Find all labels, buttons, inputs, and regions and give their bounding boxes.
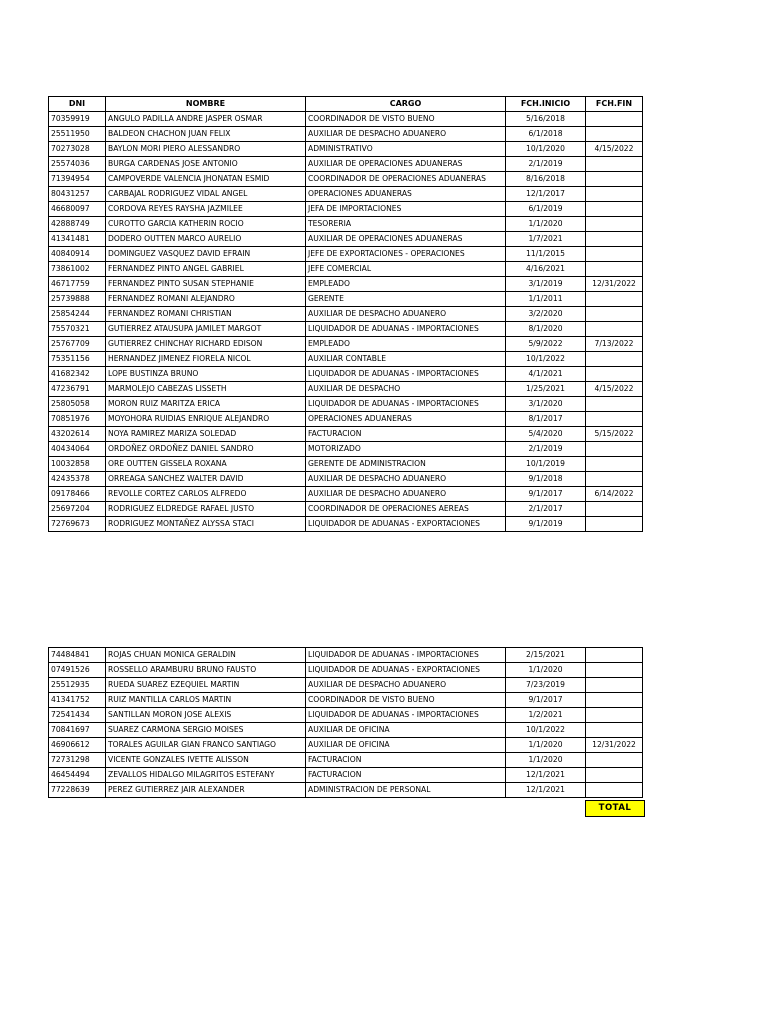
fch-inicio-cell: 9/1/2017 (506, 487, 586, 502)
cargo-cell: LIQUIDADOR DE ADUANAS - IMPORTACIONES (306, 648, 506, 663)
table-row (49, 232, 643, 247)
fch-fin-cell (586, 292, 643, 307)
cargo-cell: MOTORIZADO (306, 442, 506, 457)
dni-cell: 77228639 (49, 783, 106, 798)
nombre-cell: ORDOÑEZ ORDOÑEZ DANIEL SANDRO (106, 442, 306, 457)
table-row (49, 352, 643, 367)
cargo-cell: COORDINADOR DE VISTO BUENO (306, 112, 506, 127)
nombre-cell: LOPE BUSTINZA BRUNO (106, 367, 306, 382)
dni-cell: 72541434 (49, 708, 106, 723)
cargo-cell: FACTURACION (306, 753, 506, 768)
fch-fin-cell (586, 753, 643, 768)
table-row (49, 202, 643, 217)
fch-fin-cell (586, 247, 643, 262)
fch-inicio-cell: 3/1/2020 (506, 397, 586, 412)
nombre-cell: CAMPOVERDE VALENCIA JHONATAN ESMID (106, 172, 306, 187)
nombre-cell: MOYOHORA RUIDIAS ENRIQUE ALEJANDRO (106, 412, 306, 427)
dni-cell: 09178466 (49, 487, 106, 502)
fch-inicio-cell: 2/1/2019 (506, 442, 586, 457)
fch-inicio-cell: 10/1/2019 (506, 457, 586, 472)
nombre-cell: DOMINGUEZ VASQUEZ DAVID EFRAIN (106, 247, 306, 262)
cargo-cell: EMPLEADO (306, 277, 506, 292)
dni-cell: 70841697 (49, 723, 106, 738)
dni-cell: 25805058 (49, 397, 106, 412)
nombre-cell: ZEVALLOS HIDALGO MILAGRITOS ESTEFANY (106, 768, 306, 783)
fch-inicio-cell: 8/16/2018 (506, 172, 586, 187)
dni-cell: 41341752 (49, 693, 106, 708)
header-fch-inicio: FCH.INICIO (506, 97, 586, 112)
table-row (49, 738, 643, 753)
dni-cell: 73861002 (49, 262, 106, 277)
dni-cell: 25511950 (49, 127, 106, 142)
fch-fin-cell (586, 232, 643, 247)
table-row (49, 157, 643, 172)
nombre-cell: VICENTE GONZALES IVETTE ALISSON (106, 753, 306, 768)
fch-inicio-cell: 4/1/2021 (506, 367, 586, 382)
fch-inicio-cell: 2/1/2019 (506, 157, 586, 172)
dni-cell: 74484841 (49, 648, 106, 663)
table-row (49, 768, 643, 783)
nombre-cell: FERNANDEZ PINTO SUSAN STEPHANIE (106, 277, 306, 292)
dni-cell: 75570321 (49, 322, 106, 337)
nombre-cell: MORON RUIZ MARITZA ERICA (106, 397, 306, 412)
fch-fin-cell: 12/31/2022 (586, 738, 643, 753)
fch-inicio-cell: 2/1/2017 (506, 502, 586, 517)
table-row (49, 472, 643, 487)
fch-fin-cell: 4/15/2022 (586, 142, 643, 157)
cargo-cell: JEFA DE IMPORTACIONES (306, 202, 506, 217)
table-row (49, 708, 643, 723)
dni-cell: 41682342 (49, 367, 106, 382)
nombre-cell: MARMOLEJO CABEZAS LISSETH (106, 382, 306, 397)
fch-inicio-cell: 4/16/2021 (506, 262, 586, 277)
cargo-cell: AUXILIAR DE DESPACHO ADUANERO (306, 307, 506, 322)
fch-fin-cell (586, 502, 643, 517)
fch-fin-cell (586, 187, 643, 202)
dni-cell: 46454494 (49, 768, 106, 783)
table-2-body (49, 648, 643, 798)
dni-cell: 07491526 (49, 663, 106, 678)
nombre-cell: FERNANDEZ ROMANI CHRISTIAN (106, 307, 306, 322)
cargo-cell: LIQUIDADOR DE ADUANAS - IMPORTACIONES (306, 708, 506, 723)
fch-fin-cell: 7/13/2022 (586, 337, 643, 352)
nombre-cell: ANGULO PADILLA ANDRE JASPER OSMAR (106, 112, 306, 127)
cargo-cell: ADMINISTRACION DE PERSONAL (306, 783, 506, 798)
cargo-cell: AUXILIAR CONTABLE (306, 352, 506, 367)
cargo-cell: AUXILIAR DE DESPACHO ADUANERO (306, 678, 506, 693)
cargo-cell: AUXILIAR DE OPERACIONES ADUANERAS (306, 157, 506, 172)
nombre-cell: CORDOVA REYES RAYSHA JAZMILEE (106, 202, 306, 217)
header-dni: DNI (49, 97, 106, 112)
table-row (49, 663, 643, 678)
fch-inicio-cell: 1/1/2020 (506, 663, 586, 678)
cargo-cell: LIQUIDADOR DE ADUANAS - EXPORTACIONES (306, 517, 506, 532)
employee-table-2 (48, 647, 643, 798)
table-row (49, 397, 643, 412)
cargo-cell: ADMINISTRATIVO (306, 142, 506, 157)
cargo-cell: OPERACIONES ADUANERAS (306, 412, 506, 427)
dni-cell: 25697204 (49, 502, 106, 517)
table-row (49, 292, 643, 307)
fch-inicio-cell: 10/1/2022 (506, 723, 586, 738)
cargo-cell: LIQUIDADOR DE ADUANAS - EXPORTACIONES (306, 663, 506, 678)
nombre-cell: ROSSELLO ARAMBURU BRUNO FAUSTO (106, 663, 306, 678)
fch-inicio-cell: 8/1/2020 (506, 322, 586, 337)
table-row (49, 457, 643, 472)
fch-fin-cell (586, 172, 643, 187)
cargo-cell: AUXILIAR DE OFICINA (306, 723, 506, 738)
cargo-cell: LIQUIDADOR DE ADUANAS - IMPORTACIONES (306, 397, 506, 412)
dni-cell: 72731298 (49, 753, 106, 768)
nombre-cell: SANTILLAN MORON JOSE ALEXIS (106, 708, 306, 723)
fch-fin-cell (586, 457, 643, 472)
header-cargo: CARGO (306, 97, 506, 112)
fch-inicio-cell: 10/1/2020 (506, 142, 586, 157)
header-nombre: NOMBRE (106, 97, 306, 112)
header-row (49, 97, 643, 112)
nombre-cell: ORE OUTTEN GISSELA ROXANA (106, 457, 306, 472)
fch-inicio-cell: 9/1/2017 (506, 693, 586, 708)
cargo-cell: AUXILIAR DE DESPACHO ADUANERO (306, 487, 506, 502)
table-row (49, 442, 643, 457)
cargo-cell: FACTURACION (306, 768, 506, 783)
table-row (49, 783, 643, 798)
fch-fin-cell (586, 648, 643, 663)
table-row (49, 142, 643, 157)
fch-fin-cell: 12/31/2022 (586, 277, 643, 292)
fch-inicio-cell: 12/1/2021 (506, 783, 586, 798)
fch-inicio-cell: 1/1/2020 (506, 217, 586, 232)
cargo-cell: GERENTE (306, 292, 506, 307)
header-fch-fin: FCH.FIN (586, 97, 643, 112)
nombre-cell: FERNANDEZ PINTO ANGEL GABRIEL (106, 262, 306, 277)
total-cell: TOTAL (585, 800, 645, 817)
dni-cell: 40434064 (49, 442, 106, 457)
dni-cell: 41341481 (49, 232, 106, 247)
table-1-body (49, 112, 643, 532)
table-row (49, 337, 643, 352)
fch-fin-cell (586, 367, 643, 382)
cargo-cell: EMPLEADO (306, 337, 506, 352)
fch-fin-cell (586, 412, 643, 427)
table-row (49, 127, 643, 142)
table-row (49, 678, 643, 693)
cargo-cell: OPERACIONES ADUANERAS (306, 187, 506, 202)
dni-cell: 47236791 (49, 382, 106, 397)
cargo-cell: COORDINADOR DE OPERACIONES ADUANERAS (306, 172, 506, 187)
dni-cell: 25574036 (49, 157, 106, 172)
dni-cell: 71394954 (49, 172, 106, 187)
table-row (49, 367, 643, 382)
fch-fin-cell (586, 127, 643, 142)
fch-inicio-cell: 12/1/2017 (506, 187, 586, 202)
fch-inicio-cell: 7/23/2019 (506, 678, 586, 693)
table-row (49, 187, 643, 202)
cargo-cell: COORDINADOR DE VISTO BUENO (306, 693, 506, 708)
fch-inicio-cell: 12/1/2021 (506, 768, 586, 783)
fch-fin-cell (586, 202, 643, 217)
employee-table-1 (48, 96, 643, 532)
nombre-cell: GUTIERREZ CHINCHAY RICHARD EDISON (106, 337, 306, 352)
table-row (49, 412, 643, 427)
table-row (49, 247, 643, 262)
dni-cell: 46717759 (49, 277, 106, 292)
dni-cell: 25854244 (49, 307, 106, 322)
fch-fin-cell (586, 472, 643, 487)
cargo-cell: AUXILIAR DE DESPACHO (306, 382, 506, 397)
fch-inicio-cell: 8/1/2017 (506, 412, 586, 427)
table-row (49, 723, 643, 738)
fch-fin-cell (586, 768, 643, 783)
fch-inicio-cell: 6/1/2018 (506, 127, 586, 142)
cargo-cell: AUXILIAR DE OPERACIONES ADUANERAS (306, 232, 506, 247)
fch-inicio-cell: 5/4/2020 (506, 427, 586, 442)
fch-fin-cell (586, 397, 643, 412)
nombre-cell: HERNANDEZ JIMENEZ FIORELA NICOL (106, 352, 306, 367)
nombre-cell: PEREZ GUTIERREZ JAIR ALEXANDER (106, 783, 306, 798)
nombre-cell: BURGA CARDENAS JOSE ANTONIO (106, 157, 306, 172)
table-row (49, 277, 643, 292)
dni-cell: 72769673 (49, 517, 106, 532)
fch-fin-cell (586, 723, 643, 738)
cargo-cell: LIQUIDADOR DE ADUANAS - IMPORTACIONES (306, 367, 506, 382)
fch-inicio-cell: 10/1/2022 (506, 352, 586, 367)
dni-cell: 42888749 (49, 217, 106, 232)
cargo-cell: JEFE COMERCIAL (306, 262, 506, 277)
dni-cell: 46680097 (49, 202, 106, 217)
table-row (49, 427, 643, 442)
fch-fin-cell (586, 352, 643, 367)
nombre-cell: RUEDA SUAREZ EZEQUIEL MARTIN (106, 678, 306, 693)
fch-fin-cell (586, 307, 643, 322)
nombre-cell: RUIZ MANTILLA CARLOS MARTIN (106, 693, 306, 708)
dni-cell: 10032858 (49, 457, 106, 472)
fch-fin-cell (586, 262, 643, 277)
nombre-cell: RODRIGUEZ ELDREDGE RAFAEL JUSTO (106, 502, 306, 517)
nombre-cell: SUAREZ CARMONA SERGIO MOISES (106, 723, 306, 738)
nombre-cell: FERNANDEZ ROMANI ALEJANDRO (106, 292, 306, 307)
fch-fin-cell (586, 693, 643, 708)
cargo-cell: AUXILIAR DE DESPACHO ADUANERO (306, 127, 506, 142)
nombre-cell: ROJAS CHUAN MONICA GERALDIN (106, 648, 306, 663)
table-row (49, 487, 643, 502)
fch-inicio-cell: 1/1/2020 (506, 738, 586, 753)
table-row (49, 648, 643, 663)
nombre-cell: RODRIGUEZ MONTAÑEZ ALYSSA STACI (106, 517, 306, 532)
dni-cell: 43202614 (49, 427, 106, 442)
cargo-cell: AUXILIAR DE OFICINA (306, 738, 506, 753)
nombre-cell: DODERO OUTTEN MARCO AURELIO (106, 232, 306, 247)
fch-fin-cell: 6/14/2022 (586, 487, 643, 502)
nombre-cell: ORREAGA SANCHEZ WALTER DAVID (106, 472, 306, 487)
fch-inicio-cell: 1/1/2011 (506, 292, 586, 307)
fch-fin-cell (586, 678, 643, 693)
dni-cell: 80431257 (49, 187, 106, 202)
table-row (49, 262, 643, 277)
nombre-cell: BALDEON CHACHON JUAN FELIX (106, 127, 306, 142)
nombre-cell: BAYLON MORI PIERO ALESSANDRO (106, 142, 306, 157)
table-row (49, 693, 643, 708)
nombre-cell: TORALES AGUILAR GIAN FRANCO SANTIAGO (106, 738, 306, 753)
nombre-cell: GUTIERREZ ATAUSUPA JAMILET MARGOT (106, 322, 306, 337)
fch-inicio-cell: 5/9/2022 (506, 337, 586, 352)
fch-fin-cell (586, 217, 643, 232)
cargo-cell: FACTURACION (306, 427, 506, 442)
table-row (49, 753, 643, 768)
fch-fin-cell (586, 783, 643, 798)
fch-fin-cell (586, 157, 643, 172)
fch-inicio-cell: 3/2/2020 (506, 307, 586, 322)
nombre-cell: CUROTTO GARCIA KATHERIN ROCIO (106, 217, 306, 232)
fch-fin-cell: 4/15/2022 (586, 382, 643, 397)
fch-fin-cell (586, 112, 643, 127)
table-row (49, 172, 643, 187)
dni-cell: 70359919 (49, 112, 106, 127)
fch-fin-cell (586, 663, 643, 678)
nombre-cell: REVOLLE CORTEZ CARLOS ALFREDO (106, 487, 306, 502)
dni-cell: 46906612 (49, 738, 106, 753)
fch-inicio-cell: 2/15/2021 (506, 648, 586, 663)
cargo-cell: AUXILIAR DE DESPACHO ADUANERO (306, 472, 506, 487)
fch-inicio-cell: 6/1/2019 (506, 202, 586, 217)
table-row (49, 502, 643, 517)
dni-cell: 70851976 (49, 412, 106, 427)
fch-inicio-cell: 9/1/2019 (506, 517, 586, 532)
fch-inicio-cell: 1/1/2020 (506, 753, 586, 768)
table-row (49, 112, 643, 127)
dni-cell: 25739888 (49, 292, 106, 307)
fch-fin-cell: 5/15/2022 (586, 427, 643, 442)
nombre-cell: NOYA RAMIREZ MARIZA SOLEDAD (106, 427, 306, 442)
dni-cell: 75351156 (49, 352, 106, 367)
fch-inicio-cell: 11/1/2015 (506, 247, 586, 262)
table-row (49, 322, 643, 337)
nombre-cell: CARBAJAL RODRIGUEZ VIDAL ANGEL (106, 187, 306, 202)
cargo-cell: TESORERIA (306, 217, 506, 232)
fch-inicio-cell: 1/25/2021 (506, 382, 586, 397)
dni-cell: 25767709 (49, 337, 106, 352)
table-row (49, 382, 643, 397)
fch-inicio-cell: 5/16/2018 (506, 112, 586, 127)
dni-cell: 25512935 (49, 678, 106, 693)
table-row (49, 217, 643, 232)
fch-fin-cell (586, 517, 643, 532)
fch-inicio-cell: 9/1/2018 (506, 472, 586, 487)
fch-fin-cell (586, 442, 643, 457)
fch-inicio-cell: 1/7/2021 (506, 232, 586, 247)
fch-inicio-cell: 3/1/2019 (506, 277, 586, 292)
dni-cell: 70273028 (49, 142, 106, 157)
fch-fin-cell (586, 708, 643, 723)
cargo-cell: GERENTE DE ADMINISTRACION (306, 457, 506, 472)
cargo-cell: JEFE DE EXPORTACIONES - OPERACIONES (306, 247, 506, 262)
cargo-cell: LIQUIDADOR DE ADUANAS - IMPORTACIONES (306, 322, 506, 337)
cargo-cell: COORDINADOR DE OPERACIONES AEREAS (306, 502, 506, 517)
fch-inicio-cell: 1/2/2021 (506, 708, 586, 723)
table-row (49, 517, 643, 532)
fch-fin-cell (586, 322, 643, 337)
dni-cell: 42435378 (49, 472, 106, 487)
dni-cell: 40840914 (49, 247, 106, 262)
table-row (49, 307, 643, 322)
